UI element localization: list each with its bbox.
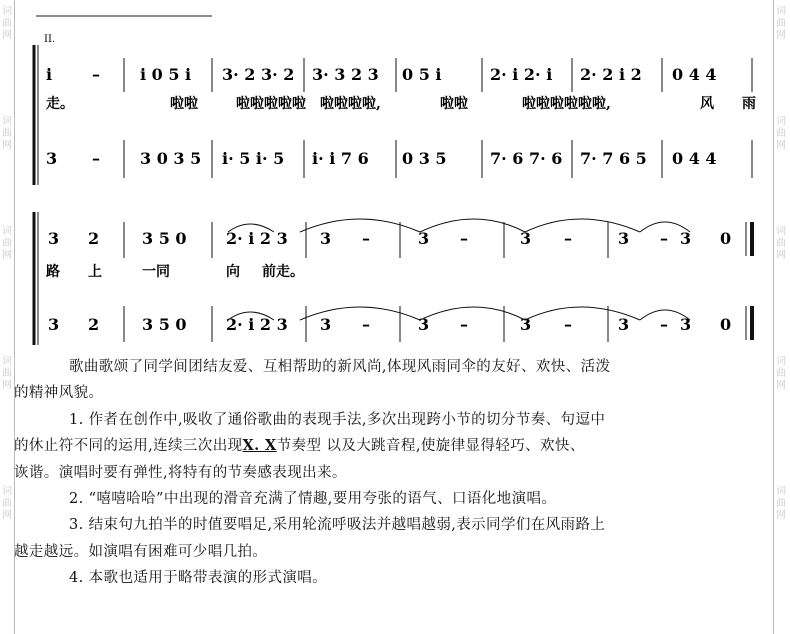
sys2-lower-note-11: – [660,315,668,334]
sys1-lyric-5: 啦啦啦啦啦啦, [522,96,611,112]
sys1-lower-measure-7: 7· 7 6 5 [580,149,647,168]
watermark-right-4: 词曲网 [776,356,786,391]
watermark-left-2: 词曲网 [2,116,12,151]
sys2-upper-note-10: 3 [618,229,630,248]
paragraph-2 [40,486,764,512]
intro-line-2: 的精神风貌。 [14,385,104,402]
paragraph-1-cont [14,433,764,459]
sys1-upper-measure-1: – [92,65,100,84]
sys2-lower-note-13: 0 [720,315,732,334]
sys1-lyric-7: 雨 [742,96,756,112]
paragraph-4 [40,565,764,591]
sys1-lyric-3: 啦啦啦啦, [320,96,381,112]
sys2-upper-note-8: 3 [520,229,532,248]
sys1-lower-measure-2: 3 0 3 5 [140,149,202,168]
tie-2 [420,219,525,232]
sys2-lower-note-8: 3 [520,315,532,334]
sys1-lyric-0: 走。 [46,96,74,112]
sys2-lyric-0: 路 [46,264,60,280]
sys2-lower-note-1: 2 [88,315,100,334]
sys2-upper-note-0: 3 [48,229,60,248]
point2-line-1: 2. “嘻嘻哈哈”中出现的滑音充满了情趣,要用夸张的语气、口语化地演唱。 [69,491,557,508]
sys1-lyric-4: 啦啦 [440,96,468,112]
paragraph-3-cont [14,539,764,565]
point1-line-2-post: 节奏型 以及大跳音程,使旋律显得轻巧、欢快、 [276,438,585,455]
sys2-lyric-2: 一同 [142,264,170,280]
watermark-right-1: 词曲网 [776,6,786,41]
sys2-lower-note-3: 2· i 2 3 [226,315,288,334]
sys1-upper-measure-5: 0 5 i [402,65,442,84]
sys2-lower-note-6: 3 [418,315,430,334]
point4-line-1: 4. 本歌也适用于略带表演的形式演唱。 [69,570,328,587]
sys2-upper-note-11: – [660,229,668,248]
rhythm-pattern: X. X [242,437,277,455]
paragraph-intro [40,354,764,380]
sys2-upper-note-2: 3 5 0 [142,229,187,248]
sys1-lower-measure-5: 0 3 5 [402,149,447,168]
sys1-lyric-1: 啦啦 [170,96,198,112]
sys2-upper-note-9: – [564,229,572,248]
section-mark: II. [44,34,56,45]
watermark-left-3: 词曲网 [2,226,12,261]
sys1-lower-measure-8: 0 4 4 [672,149,717,168]
sys2-lower-note-5: – [362,315,370,334]
sys1-lower-measure-6: 7· 6 7· 6 [490,149,563,168]
sys1-upper-measure-2: i 0 5 i [140,65,192,84]
sys2-upper-note-4: 3 [320,229,332,248]
sys2-upper-note-3: 2· i 2 3 [226,229,288,248]
sys2-upper-note-5: – [362,229,370,248]
sys1-lyric-6: 风 [700,96,714,112]
paragraph-1-cont2 [14,460,764,486]
tie-1 [300,219,420,232]
point1-line-2-pre: 的休止符不同的运用,连续三次出现 [14,438,243,455]
sys2-lower-note-7: – [460,315,468,334]
sys2-lower-note-2: 3 5 0 [142,315,187,334]
sys1-upper-measure-3: 3· 2 3· 2 [222,65,295,84]
sys2-lyric-3: 向 [226,264,240,280]
sys2-upper-note-1: 2 [88,229,100,248]
paragraph-intro-cont [14,380,764,406]
watermark-right-2: 词曲网 [776,116,786,151]
point3-line-1: 3. 结束句九拍半的时值要唱足,采用轮流呼吸法并越唱越弱,表示同学们在风雨路上 [69,517,606,534]
sys2-upper-note-7: – [460,229,468,248]
watermark-right-3: 词曲网 [776,226,786,261]
sys2-lower-note-9: – [564,315,572,334]
watermark-left-5: 词曲网 [2,486,12,521]
system2-lower-staff [48,306,731,342]
sys1-upper-measure-0: i [46,65,53,84]
sys2-lower-note-0: 3 [48,315,60,334]
sys1-lower-measure-0: 3 [46,149,58,168]
watermark-right-5: 词曲网 [776,486,786,521]
sys2-upper-note-12: 3 [680,229,692,248]
system1-lyrics [45,95,756,112]
sys1-lower-measure-1: – [92,149,100,168]
sys2-lower-note-4: 3 [320,315,332,334]
tie-6 [420,307,525,320]
point3-line-2: 越走越远。如演唱有困难可少唱几拍。 [14,543,268,560]
sys1-lower-measure-4: i· i 7 6 [312,149,369,168]
system1-upper-staff [46,58,752,92]
system2-lyrics [46,263,304,280]
sys2-lower-note-10: 3 [618,315,630,334]
sys1-lyric-2: 啦啦啦啦啦 [236,96,306,112]
paragraph-3 [40,512,764,538]
point1-line-1: 1. 作者在创作中,吸收了通俗歌曲的表现手法,多次出现跨小节的切分节奏、句逗中 [69,411,606,428]
tie-5 [300,307,420,320]
sys2-lower-note-12: 3 [680,315,692,334]
sys1-upper-measure-6: 2· i 2· i [490,65,553,84]
sys2-upper-note-6: 3 [418,229,430,248]
sys2-upper-note-13: 0 [720,229,732,248]
watermark-left-1: 词曲网 [2,6,12,41]
paragraph-1 [40,407,764,433]
sys1-lower-measure-3: i· 5 i· 5 [222,149,285,168]
point1-line-3: 诙谐。演唱时要有弹性,将特有的节奏感表现出来。 [14,464,347,481]
intro-line-1: 歌曲歌颂了同学间团结友爱、互相帮助的新风尚,体现风雨同伞的友好、欢快、活泼 [69,359,611,375]
commentary-text [14,354,764,592]
sys2-lyric-4: 前走。 [262,264,304,280]
sys1-upper-measure-7: 2· 2 i 2 [580,65,642,84]
sys1-upper-measure-8: 0 4 4 [672,65,717,84]
sys2-lyric-1: 上 [88,264,102,280]
sys1-upper-measure-4: 3· 3 2 3 [312,65,379,84]
watermark-left-4: 词曲网 [2,356,12,391]
system1-lower-staff [46,140,752,178]
